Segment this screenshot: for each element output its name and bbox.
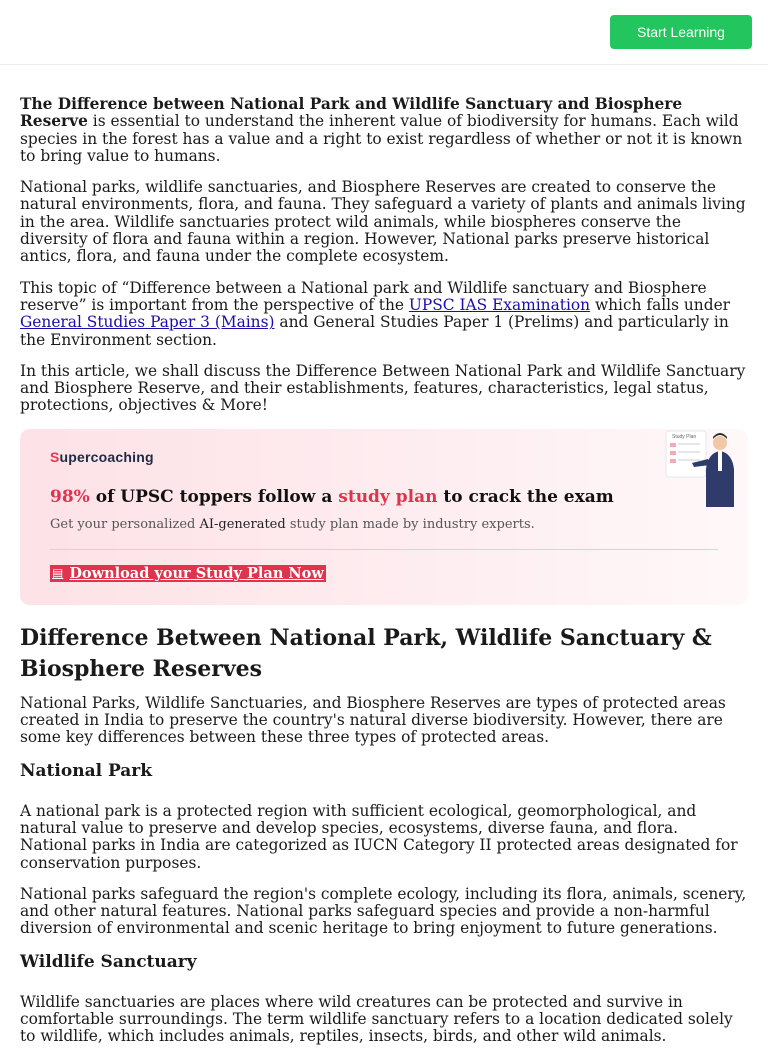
article-body	[20, 96, 748, 1060]
intro-paragraph-3	[20, 280, 748, 349]
section-intro-paragraph: National Parks, Wildlife Sanctuaries, and Biosphere Reserves are types of protected areas created in India to preserve the country's natural diverse biodiversity. However, there are some key differences between these three types of protected areas.	[20, 693, 726, 747]
promo-headline	[50, 487, 614, 507]
teacher-illustration-icon	[658, 429, 748, 509]
intro-bold-title: The Difference between National Park and Wildlife Sanctuary and Biosphere Reserve	[20, 95, 683, 131]
gs-paper-3-link[interactable]: General Studies Paper 3 (Mains)	[20, 313, 275, 332]
wildlife-sanctuary-paragraph-1: Wildlife sanctuaries are places where wild creatures can be protected and survive in comfortable surroundings. The term wildlife sanctuary refers to a location dedicated solely to wildlife, which includes animals, reptiles, insects, birds, and other wild animals.	[20, 992, 733, 1046]
top-bar	[0, 0, 768, 65]
national-park-paragraph-2: National parks safeguard the region's complete ecology, including its flora, animals, scenery, and other natural features. National parks safeguard species and provide a non-harmful diversion of environmental and scenic heritage to bring enjoyment to future generations.	[20, 884, 747, 938]
promo-sub-a: Get your personalized	[50, 516, 200, 532]
logo-text: upercoaching	[59, 448, 154, 465]
promo-divider	[50, 549, 718, 550]
supercoaching-promo-card	[20, 429, 748, 605]
wildlife-sanctuary-heading: Wildlife Sanctuary	[20, 951, 197, 972]
promo-percent: 98%	[50, 486, 90, 507]
p3-text-a: This topic of “Difference between a National park and Wildlife sanctuary and Biosphere reserve” is important from the perspective of the	[20, 278, 707, 314]
download-label: Download your Study Plan Now	[69, 564, 324, 582]
national-park-heading: National Park	[20, 760, 153, 781]
illustration-caption: Study Plan	[672, 433, 697, 440]
start-learning-button[interactable]: Start Learning	[610, 15, 752, 49]
p3-text-b: which falls under	[590, 295, 731, 314]
national-park-paragraph-1: A national park is a protected region with sufficient ecological, geomorphological, and natural value to preserve and develop species, ecosystems, diverse fauna, and flora. National parks in India are categorized as IUCN Category II protected areas designated for conservation purposes.	[20, 801, 738, 872]
supercoaching-logo	[50, 449, 154, 465]
document-icon: ▤	[52, 566, 64, 581]
promo-headline-a: of UPSC toppers follow a	[89, 486, 339, 507]
download-study-plan-link[interactable]	[50, 565, 326, 582]
logo-s: S	[50, 448, 60, 465]
intro-paragraph-2: National parks, wildlife sanctuaries, and Biosphere Reserves are created to conserve the natural environments, flora, and fauna. They safeguard a variety of plants and animals living in the area. Wildlife sanctuaries protect wild animals, while biospheres conserve the diversity of flora and fauna within a region. However, National parks preserve historical antics, flora, and fauna under the complete ecosystem.	[20, 178, 746, 266]
intro-text: is essential to understand the inherent value of biodiversity for humans. Each wild species in the forest has a value and a right to exist regardless of whether or not it is known to bring value to humans.	[20, 112, 743, 165]
upsc-ias-link[interactable]: UPSC IAS Examination	[408, 295, 591, 314]
promo-study-plan: study plan	[338, 486, 438, 507]
promo-headline-b: to crack the exam	[437, 486, 614, 507]
intro-paragraph-4: In this article, we shall discuss the Difference Between National Park and Wildlife Sanctuary and Biosphere Reserve, and their establishments, features, characteristics, legal status, protections, objectives & More!	[20, 361, 746, 415]
promo-sub-b: study plan made by industry experts.	[285, 516, 535, 532]
promo-subtext	[50, 517, 535, 532]
intro-paragraph-1	[20, 96, 748, 165]
p3-text-c: and General Studies Paper 1 (Prelims) and particularly in the Environment section.	[20, 313, 729, 349]
promo-sub-dark: AI-generated	[199, 516, 286, 532]
section-heading: Difference Between National Park, Wildlife Sanctuary & Biosphere Reserves	[20, 624, 712, 682]
